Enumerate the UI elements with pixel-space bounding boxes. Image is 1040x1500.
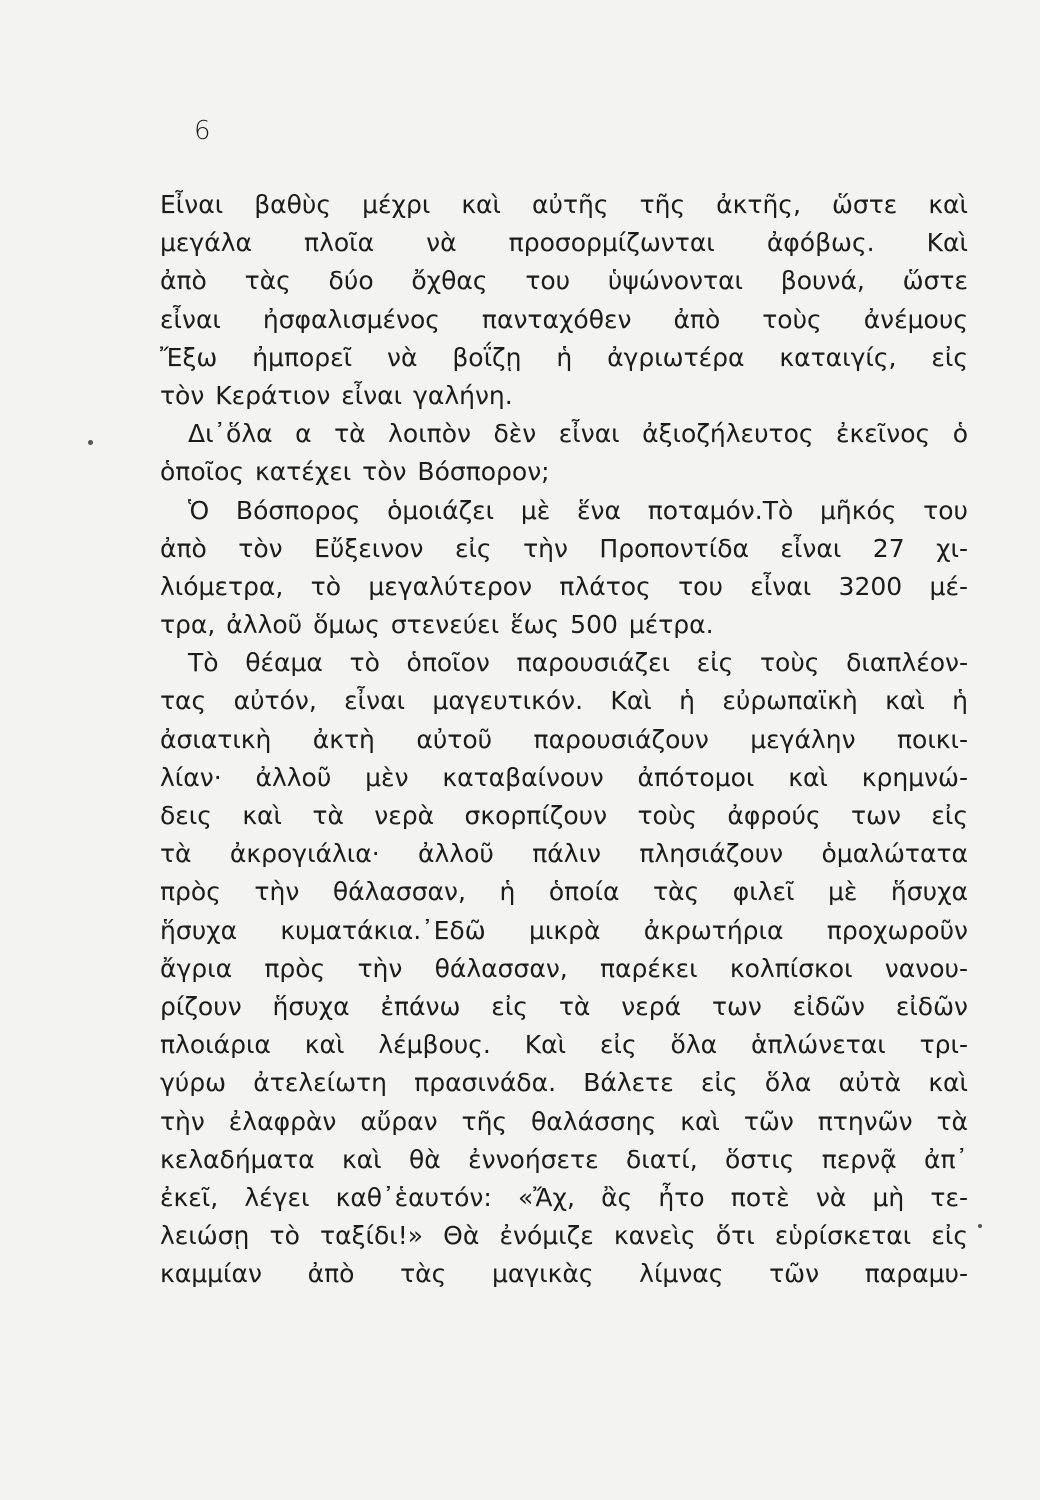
text-line: ρίζουν ἥσυχα ἐπάνω εἰς τὰ νερά των εἰδῶν εἰδῶν [160, 991, 968, 1021]
text-line: λιόμετρα, τὸ μεγαλύτερον πλάτος του εἶναι 3200 μέ- [160, 571, 968, 601]
text-line: ἀσιατικὴ ἀκτὴ αὐτοῦ παρουσιάζουν μεγάλην ποικι- [160, 724, 968, 754]
text-line: τρα, ἀλλοῦ ὅμως στενεύει ἕως 500 μέτρα. [160, 610, 714, 640]
text-line: γύρω ἀτελείωτη πρασινάδα. Βάλετε εἰς ὅλα αὐτὰ καὶ [160, 1068, 968, 1098]
text-line: τας αὐτόν, εἶναι μαγευτικόν. Καὶ ἡ εὐρωπαϊκὴ καὶ ἡ [160, 686, 968, 716]
text-line: Ὁ Βόσπορος ὁμοιάζει μὲ ἕνα ποταμόν.Τὸ μῆκός του [188, 495, 968, 525]
text-line: λειώσῃ τὸ ταξίδι!» Θὰ ἐνόμιζε κανεὶς ὅτι εὑρίσκεται εἰς [160, 1221, 968, 1251]
text-line: καμμίαν ἀπὸ τὰς μαγικὰς λίμνας τῶν παραμυ- [160, 1259, 968, 1289]
text-line: Ἔξω ἠμπορεῖ νὰ βοΐζῃ ἡ ἀγριωτέρα καταιγίς, εἰς [160, 342, 968, 372]
print-speck [978, 1224, 982, 1228]
text-line: λίαν· ἀλλοῦ μὲν καταβαίνουν ἀπότομοι καὶ κρημνώ- [160, 762, 968, 792]
text-line: εἶναι ἠσφαλισμένος πανταχόθεν ἀπὸ τοὺς ἀνέμους [160, 304, 968, 334]
body-text [160, 186, 968, 1293]
text-line: μεγάλα πλοῖα νὰ προσορμίζωνται ἀφόβως. Καὶ [160, 228, 968, 258]
text-line: τὴν ἐλαφρὰν αὔραν τῆς θαλάσσης καὶ τῶν πτηνῶν τὰ [160, 1106, 968, 1136]
text-line: ἄγρια πρὸς τὴν θάλασσαν, παρέκει κολπίσκοι νανου- [160, 953, 968, 983]
text-line: ὁποῖος κατέχει τὸν Βόσπορον; [160, 457, 550, 487]
text-line: Εἶναι βαθὺς μέχρι καὶ αὐτῆς τῆς ἀκτῆς, ὥστε καὶ [160, 190, 968, 219]
text-line: ἀπὸ τὰς δύο ὄχθας του ὑψώνονται βουνά, ὥστε [160, 266, 968, 296]
text-line: πλοιάρια καὶ λέμβους. Καὶ εἰς ὅλα ἁπλώνεται τρι- [160, 1030, 968, 1060]
text-line: δεις καὶ τὰ νερὰ σκορπίζουν τοὺς ἀφρούς των εἰς [160, 801, 968, 830]
text-line: ἀπὸ τὸν Εὔξεινον εἰς τὴν Προποντίδα εἶναι 27 χι- [160, 533, 968, 563]
text-line: Δι᾽ὅλα α τὰ λοιπὸν δὲν εἶναι ἀξιοζήλευτος ἐκεῖνος ὁ [188, 419, 968, 449]
text-line: ἐκεῖ, λέγει καθ᾽ἑαυτόν: «Ἄχ, ἂς ἦτο ποτὲ νὰ μὴ τε- [160, 1182, 968, 1212]
text-line: τὰ ἀκρογιάλια· ἀλλοῦ πάλιν πλησιάζουν ὁμαλώτατα [160, 839, 968, 869]
text-line: κελαδήματα καὶ θὰ ἐννοήσετε διατί, ὅστις περνᾷ ἀπ᾽ [160, 1144, 968, 1174]
text-line: Τὸ θέαμα τὸ ὁποῖον παρουσιάζει εἰς τοὺς διαπλέον- [188, 648, 968, 678]
text-line: ἥσυχα κυματάκια.᾽Εδῶ μικρὰ ἀκρωτήρια προχωροῦν [160, 915, 968, 945]
print-speck [88, 440, 93, 445]
text-line: πρὸς τὴν θάλασσαν, ἡ ὁποία τὰς φιλεῖ μὲ ἥσυχα [160, 877, 968, 907]
page-number: 6 [194, 116, 212, 146]
text-line: τὸν Κεράτιον εἶναι γαλήνη. [160, 380, 513, 410]
